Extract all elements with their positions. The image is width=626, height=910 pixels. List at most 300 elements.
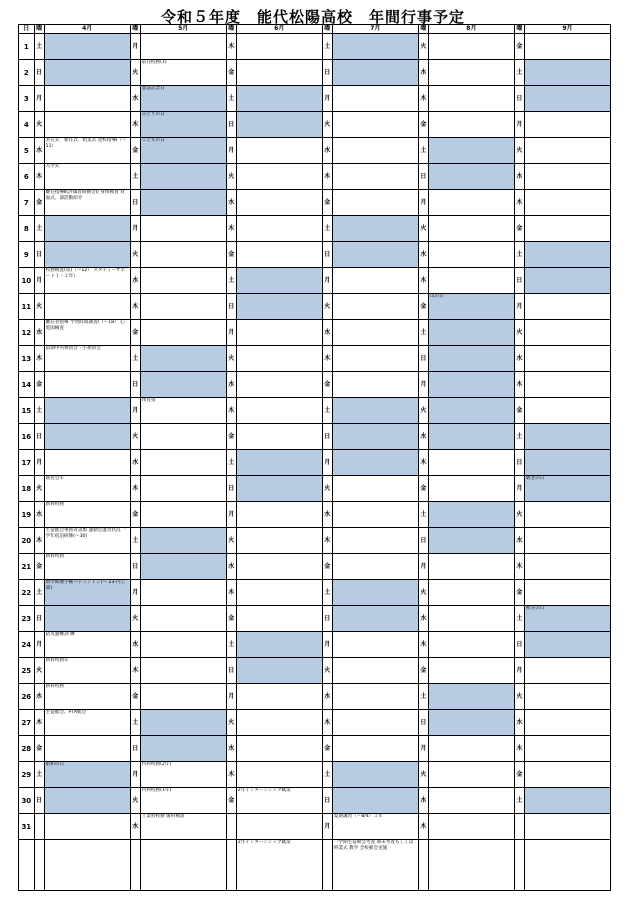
weekday-cell: 水: [130, 268, 140, 294]
weekday-cell: 月: [34, 86, 44, 112]
day-row: [19, 242, 611, 268]
event-cell: [428, 372, 514, 398]
weekday-cell: 月: [34, 450, 44, 476]
weekday-cell: 水: [322, 502, 332, 528]
event-cell: みどりの日: [140, 112, 226, 138]
weekday-cell: 月: [514, 112, 524, 138]
event-cell: [524, 294, 610, 320]
event-cell: [140, 554, 226, 580]
weekday-cell: 金: [322, 372, 332, 398]
weekday-cell: 日: [322, 606, 332, 632]
event-cell: [236, 138, 322, 164]
event-cell: [236, 476, 322, 502]
weekday-cell: 木: [418, 86, 428, 112]
weekday-cell: 月: [418, 190, 428, 216]
event-cell: [332, 190, 418, 216]
event-cell: [44, 294, 130, 320]
event-cell: [428, 710, 514, 736]
event-cell: [428, 346, 514, 372]
weekday-cell: 月: [34, 268, 44, 294]
event-cell: 新科校務: [44, 502, 130, 528]
event-cell: [524, 788, 610, 814]
weekday-cell: 金: [34, 554, 44, 580]
weekday-cell: 木: [514, 736, 524, 762]
header-weekday: 曜: [34, 25, 44, 34]
weekday-cell: 土: [418, 502, 428, 528]
day-row: [19, 164, 611, 190]
event-cell: [524, 736, 610, 762]
weekday-cell: 土: [130, 346, 140, 372]
weekday-cell: 日: [34, 242, 44, 268]
event-cell: [140, 294, 226, 320]
event-cell: [332, 60, 418, 86]
event-cell: [428, 112, 514, 138]
weekday-cell: 土: [130, 528, 140, 554]
header-weekday: 曜: [226, 25, 236, 34]
event-cell: [332, 398, 418, 424]
day-number: 15: [19, 398, 35, 424]
event-cell: 者任式 新任式 始業式 登校指導Ⅰ（～11）: [44, 138, 130, 164]
day-row: [19, 528, 611, 554]
day-row: [19, 398, 611, 424]
event-cell: 内科校務(1年): [140, 788, 226, 814]
weekday-cell: 火: [322, 476, 332, 502]
weekday-cell: 金: [322, 554, 332, 580]
header-month-4: 4月: [44, 25, 130, 34]
day-number: 5: [19, 138, 35, 164]
weekday-cell: 金: [226, 606, 236, 632]
day-row: [19, 554, 611, 580]
day-row: [19, 788, 611, 814]
weekday-cell: 水: [226, 372, 236, 398]
event-cell: 憲法記念日: [140, 86, 226, 112]
event-cell: [44, 398, 130, 424]
weekday-cell: 火: [34, 658, 44, 684]
weekday-cell: 水: [322, 320, 332, 346]
weekday-cell: 月: [130, 762, 140, 788]
event-cell: [44, 372, 130, 398]
weekday-cell: 火: [226, 164, 236, 190]
weekday-cell: 水: [34, 684, 44, 710]
weekday-cell: 火: [34, 476, 44, 502]
event-cell: [140, 320, 226, 346]
header-weekday: 曜: [514, 25, 524, 34]
event-cell: [236, 398, 322, 424]
event-cell: [428, 476, 514, 502]
weekday-cell: 火: [322, 112, 332, 138]
event-cell: [524, 762, 610, 788]
event-cell: [524, 658, 610, 684]
event-cell: [524, 684, 610, 710]
weekday-cell: 水: [130, 814, 140, 840]
event-cell: [236, 450, 322, 476]
weekday-cell: 日: [514, 268, 524, 294]
weekday-cell: 月: [322, 86, 332, 112]
weekday-cell: 水: [418, 242, 428, 268]
footer-note: [428, 840, 514, 891]
weekday-cell: 日: [34, 424, 44, 450]
weekday-cell: 金: [514, 580, 524, 606]
day-number: 22: [19, 580, 35, 606]
event-cell: [428, 216, 514, 242]
weekday-cell: 月: [130, 216, 140, 242]
event-cell: [236, 554, 322, 580]
weekday-cell: 月: [226, 138, 236, 164]
day-number: 6: [19, 164, 35, 190]
weekday-cell: 水: [34, 138, 44, 164]
weekday-cell: 金: [130, 138, 140, 164]
day-row: [19, 138, 611, 164]
event-cell: [428, 242, 514, 268]
day-row: [19, 320, 611, 346]
weekday-cell: 火: [418, 216, 428, 242]
event-cell: [428, 762, 514, 788]
weekday-cell: 土: [514, 424, 524, 450]
day-row: [19, 190, 611, 216]
event-cell: [140, 268, 226, 294]
weekday-cell: 木: [34, 346, 44, 372]
weekday-cell: 月: [226, 684, 236, 710]
day-number: 28: [19, 736, 35, 762]
event-cell: [236, 736, 322, 762]
event-cell: [332, 502, 418, 528]
day-number: 13: [19, 346, 35, 372]
footer-note: [44, 840, 130, 891]
event-cell: [332, 658, 418, 684]
weekday-cell: 日: [130, 372, 140, 398]
weekday-cell: 金: [34, 190, 44, 216]
event-cell: 山の日: [428, 294, 514, 320]
event-cell: [236, 658, 322, 684]
event-cell: [428, 814, 514, 840]
weekday-cell: 火: [226, 528, 236, 554]
event-cell: [236, 294, 322, 320]
event-cell: 秋分の日: [524, 606, 610, 632]
event-cell: 新科校務: [44, 554, 130, 580]
event-cell: [332, 320, 418, 346]
event-cell: [428, 268, 514, 294]
weekday-cell: 水: [322, 684, 332, 710]
day-number: 17: [19, 450, 35, 476]
event-cell: [524, 398, 610, 424]
day-number: 19: [19, 502, 35, 528]
weekday-cell: 土: [34, 34, 44, 60]
weekday-cell: 火: [514, 320, 524, 346]
weekday-cell: 土: [130, 164, 140, 190]
weekday-cell: 水: [418, 60, 428, 86]
day-row: [19, 372, 611, 398]
event-cell: 校務検査(尿)（～12） スタディーサポート１・２年）: [44, 268, 130, 294]
weekday-cell: 水: [514, 710, 524, 736]
event-cell: [140, 424, 226, 450]
weekday-cell: 日: [130, 736, 140, 762]
weekday-cell: 水: [130, 450, 140, 476]
event-cell: [140, 710, 226, 736]
event-cell: [332, 606, 418, 632]
weekday-cell: 土: [514, 788, 524, 814]
event-cell: [524, 242, 610, 268]
weekday-cell: 木: [322, 346, 332, 372]
day-row: [19, 112, 611, 138]
event-cell: [236, 216, 322, 242]
weekday-cell: 日: [322, 424, 332, 450]
weekday-cell: 日: [34, 788, 44, 814]
event-cell: [236, 320, 322, 346]
weekday-cell: 土: [34, 398, 44, 424]
day-number: 21: [19, 554, 35, 580]
event-cell: [44, 424, 130, 450]
weekday-cell: 水: [34, 502, 44, 528]
weekday-cell: 金: [226, 788, 236, 814]
event-cell: [140, 658, 226, 684]
weekday-cell: 水: [514, 346, 524, 372]
event-cell: [332, 242, 418, 268]
day-row: [19, 424, 611, 450]
event-cell: [236, 164, 322, 190]
event-cell: [428, 788, 514, 814]
weekday-cell: 木: [34, 528, 44, 554]
day-number: 16: [19, 424, 35, 450]
event-cell: [524, 450, 610, 476]
event-cell: [236, 268, 322, 294]
event-cell: [236, 346, 322, 372]
event-cell: [332, 34, 418, 60]
page-title: 令和５年度 能代松陽高校 年間行事予定: [160, 8, 465, 26]
header-weekday: 曜: [418, 25, 428, 34]
day-row: [19, 60, 611, 86]
day-row: [19, 580, 611, 606]
weekday-cell: 土: [226, 632, 236, 658]
day-row: [19, 710, 611, 736]
event-cell: [332, 294, 418, 320]
event-cell: [332, 788, 418, 814]
weekday-cell: 日: [34, 60, 44, 86]
event-cell: [524, 268, 610, 294]
day-number: 20: [19, 528, 35, 554]
event-cell: [236, 242, 322, 268]
event-cell: 入学式: [44, 164, 130, 190]
event-cell: [428, 398, 514, 424]
weekday-cell: 土: [226, 268, 236, 294]
event-cell: [44, 112, 130, 138]
event-cell: [332, 554, 418, 580]
event-cell: [44, 606, 130, 632]
weekday-cell: 日: [226, 112, 236, 138]
event-cell: [524, 372, 610, 398]
day-number: 24: [19, 632, 35, 658]
event-cell: 工業科校務 歯科検診: [140, 814, 226, 840]
event-cell: [140, 242, 226, 268]
weekday-cell: 金: [226, 242, 236, 268]
day-row: [19, 814, 611, 840]
weekday-cell: 日: [322, 788, 332, 814]
weekday-cell: 日: [226, 476, 236, 502]
event-cell: [140, 528, 226, 554]
event-cell: [332, 424, 418, 450]
weekday-cell: 木: [418, 632, 428, 658]
event-cell: [428, 528, 514, 554]
weekday-cell: 木: [418, 814, 428, 840]
day-row: [19, 606, 611, 632]
day-number: 1: [19, 34, 35, 60]
event-cell: [236, 112, 322, 138]
weekday-cell: 木: [130, 658, 140, 684]
day-number: 31: [19, 814, 35, 840]
event-cell: [236, 372, 322, 398]
event-cell: [140, 736, 226, 762]
weekday-cell: 水: [34, 320, 44, 346]
weekday-cell: 金: [130, 684, 140, 710]
weekday-cell: 火: [34, 294, 44, 320]
event-cell: [332, 710, 418, 736]
event-cell: [44, 34, 130, 60]
event-cell: 離任指導Ⅱ(評価者研修会Ⅰ) 身体検査 対面式、部活動紹介: [44, 190, 130, 216]
weekday-cell: 金: [322, 736, 332, 762]
weekday-cell: 土: [322, 762, 332, 788]
event-cell: [524, 502, 610, 528]
event-cell: [236, 710, 322, 736]
weekday-cell: 木: [130, 476, 140, 502]
event-cell: [332, 632, 418, 658]
event-cell: [428, 34, 514, 60]
event-cell: [428, 502, 514, 528]
day-row: [19, 294, 611, 320]
weekday-cell: 土: [34, 216, 44, 242]
event-cell: [524, 554, 610, 580]
weekday-cell: 木: [130, 112, 140, 138]
day-row: [19, 86, 611, 112]
event-cell: [524, 60, 610, 86]
event-cell: [236, 34, 322, 60]
event-cell: 生徒総会事務者書類 運動会運営状況 一学年宿泊研修(～30): [44, 528, 130, 554]
event-cell: [524, 34, 610, 60]
weekday-cell: 月: [514, 294, 524, 320]
weekday-cell: 水: [514, 528, 524, 554]
weekday-cell: 日: [514, 86, 524, 112]
event-cell: [140, 580, 226, 606]
annual-schedule-table: [18, 24, 611, 891]
day-number: 9: [19, 242, 35, 268]
weekday-cell: 日: [34, 606, 44, 632]
weekday-cell: 日: [226, 294, 236, 320]
event-cell: 離任者指導 学習時間調査Ⅰ（～18） 心電図検査: [44, 320, 130, 346]
event-cell: [332, 112, 418, 138]
event-cell: [44, 86, 130, 112]
weekday-cell: 火: [130, 424, 140, 450]
event-cell: [44, 242, 130, 268]
event-cell: 生徒総会、PTA総会: [44, 710, 130, 736]
event-cell: [140, 502, 226, 528]
weekday-cell: 木: [226, 398, 236, 424]
event-cell: [524, 632, 610, 658]
weekday-cell: 火: [514, 684, 524, 710]
event-cell: [524, 814, 610, 840]
event-cell: [428, 86, 514, 112]
weekday-cell: 金: [418, 294, 428, 320]
weekday-cell: 水: [226, 190, 236, 216]
day-number: 23: [19, 606, 35, 632]
event-cell: [236, 632, 322, 658]
event-cell: [524, 346, 610, 372]
weekday-cell: 土: [226, 86, 236, 112]
footer-note: [140, 840, 226, 891]
weekday-cell: 金: [34, 372, 44, 398]
weekday-cell: 月: [226, 320, 236, 346]
event-cell: [140, 450, 226, 476]
weekday-cell: 水: [130, 632, 140, 658]
weekday-cell: 土: [322, 580, 332, 606]
weekday-cell: 火: [34, 112, 44, 138]
event-cell: [140, 684, 226, 710]
event-cell: [524, 580, 610, 606]
weekday-cell: 日: [418, 528, 428, 554]
event-cell: [332, 580, 418, 606]
event-cell: [332, 762, 418, 788]
day-row: [19, 268, 611, 294]
weekday-cell: 月: [514, 476, 524, 502]
event-cell: [236, 424, 322, 450]
event-cell: [236, 60, 322, 86]
day-number: 14: [19, 372, 35, 398]
event-cell: [236, 684, 322, 710]
weekday-cell: 水: [322, 138, 332, 164]
day-row: [19, 502, 611, 528]
weekday-cell: 金: [514, 398, 524, 424]
header-month-7: 7月: [332, 25, 418, 34]
weekday-cell: 月: [130, 580, 140, 606]
weekday-cell: 月: [226, 502, 236, 528]
event-cell: [524, 528, 610, 554]
weekday-cell: 木: [226, 216, 236, 242]
event-cell: 体育祭: [140, 398, 226, 424]
header-day: 日: [19, 25, 35, 34]
header-month-9: 9月: [524, 25, 610, 34]
weekday-cell: 土: [418, 138, 428, 164]
event-cell: [524, 164, 610, 190]
event-cell: [236, 190, 322, 216]
weekday-cell: 土: [34, 762, 44, 788]
weekday-cell: 日: [418, 164, 428, 190]
event-cell: [428, 606, 514, 632]
event-cell: [332, 476, 418, 502]
weekday-cell: 火: [322, 658, 332, 684]
weekday-cell: 土: [226, 450, 236, 476]
event-cell: [428, 658, 514, 684]
event-cell: [236, 814, 322, 840]
footer-note: 2年インターンシップ職業: [236, 840, 322, 891]
header-weekday: 曜: [130, 25, 140, 34]
day-number: 25: [19, 658, 35, 684]
event-cell: [428, 320, 514, 346]
weekday-cell: [226, 814, 236, 840]
weekday-cell: 月: [418, 554, 428, 580]
weekday-cell: 月: [322, 632, 332, 658]
day-number: 11: [19, 294, 35, 320]
header-month-8: 8月: [428, 25, 514, 34]
header-month-5: 5月: [140, 25, 226, 34]
weekday-cell: 土: [514, 606, 524, 632]
weekday-cell: 月: [322, 268, 332, 294]
event-cell: [332, 736, 418, 762]
event-cell: 前任校務(1): [140, 60, 226, 86]
day-row: [19, 762, 611, 788]
event-cell: 夏期講習（～8/4）３年: [332, 814, 418, 840]
weekday-cell: 木: [322, 528, 332, 554]
event-cell: [236, 528, 322, 554]
event-cell: [140, 346, 226, 372]
weekday-cell: 金: [514, 34, 524, 60]
weekday-cell: 火: [226, 346, 236, 372]
